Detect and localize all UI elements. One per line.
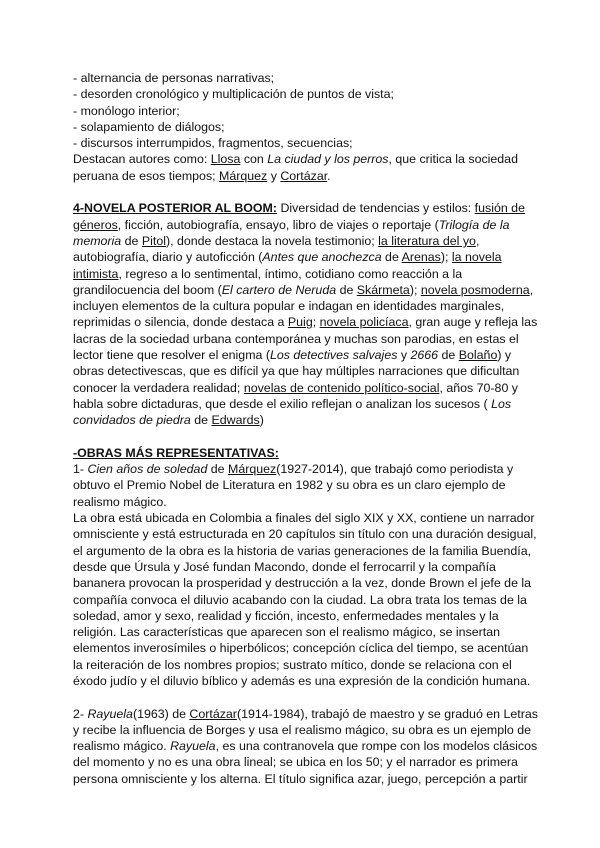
text: ; bbox=[312, 315, 320, 330]
text-line: lacras de la sociedad urbana contemporánea y muchas son parodias, en estas el bbox=[73, 331, 519, 346]
section-heading: 4-NOVELA POSTERIOR AL BOOM: bbox=[73, 201, 277, 216]
author-link-edwards[interactable]: Edwards bbox=[211, 413, 260, 428]
text-line: compañía convoca el diluvio acabando con la ciudad. La obra trata los temas de la bbox=[73, 592, 527, 607]
author-link-pitol[interactable]: Pitol bbox=[141, 233, 166, 248]
text-line: desde que Úrsula y José fundan Macondo, donde el ferrocarril y la compañía bbox=[73, 559, 496, 574]
work-title: Rayuela bbox=[170, 739, 216, 754]
work-title: El cartero de Neruda bbox=[221, 282, 337, 297]
text: grandilocuencia del boom ( bbox=[73, 282, 222, 297]
text: , es una contranovela que rompe con los modelos clásicos bbox=[215, 739, 538, 754]
text: de bbox=[121, 233, 142, 248]
text: ) y bbox=[497, 348, 512, 363]
work-title: Los bbox=[491, 396, 512, 411]
link[interactable]: novela posmoderna bbox=[420, 282, 530, 297]
text: ) bbox=[259, 413, 264, 428]
work-title: Los detectives salvajes bbox=[269, 348, 398, 363]
author-link-puig[interactable]: Puig bbox=[287, 315, 313, 330]
author-link-llosa[interactable]: Llosa bbox=[210, 152, 241, 167]
text: , que critica la sociedad bbox=[388, 152, 518, 167]
text-line: persona omnisciente y los alterna. El título significa azar, juego, percepción a partir bbox=[73, 771, 528, 786]
text-line bbox=[73, 396, 533, 412]
text: conocer la verdadera realidad; bbox=[73, 380, 244, 395]
section-posterior-boom bbox=[73, 200, 538, 428]
link[interactable]: géneros bbox=[73, 217, 118, 232]
text: (1914-1984), trabajó de maestro y se graduó en Letras bbox=[236, 706, 538, 721]
text-line bbox=[73, 233, 533, 249]
work-title: Cien años de soledad bbox=[87, 462, 208, 477]
document-page bbox=[73, 70, 538, 787]
author-link-arenas[interactable]: Arenas bbox=[401, 250, 441, 265]
text: habla sobre dictaduras, que desde el exilio reflejan o analizan los sucesos ( bbox=[73, 396, 492, 411]
text: lector tiene que resolver el enigma ( bbox=[73, 348, 270, 363]
author-link-marquez[interactable]: Márquez bbox=[219, 168, 268, 183]
text-line bbox=[73, 249, 533, 265]
author-link-cortazar[interactable]: Cortázar bbox=[189, 706, 237, 721]
text-line: incluyen elementos de la cultura popular e indagan en identidades marginales, bbox=[73, 299, 505, 314]
work-title: convidados de piedra bbox=[73, 413, 191, 428]
text-line bbox=[73, 412, 533, 428]
text-line: soledad, amor y sexo, realidad y ficción, incesto, enfermedades mentales y la bbox=[73, 608, 499, 623]
text-line: éxodo judío y el diluvio bíblico y además es una expresión de la condición humana. bbox=[73, 673, 531, 688]
section-heading: -OBRAS MÁS REPRESENTATIVAS: bbox=[73, 445, 279, 460]
text: con bbox=[240, 152, 268, 167]
text-line: la reiteración de los nombres propios; sustrato mítico, donde se relaciona con el bbox=[73, 657, 512, 672]
text: , bbox=[475, 233, 480, 248]
list-item: - alternancia de personas narrativas; bbox=[73, 71, 275, 85]
text-line bbox=[73, 347, 533, 363]
text: 2- bbox=[73, 706, 88, 721]
text-line: La obra está ubicada en Colombia a finales del siglo XIX y XX, contiene un narrador bbox=[73, 511, 535, 526]
author-link-bolano[interactable]: Bolaño bbox=[458, 348, 498, 363]
work-title: La ciudad y los perros bbox=[267, 152, 389, 167]
text: , gran auge y refleja las bbox=[408, 315, 538, 330]
work-title: Antes que anochezca bbox=[262, 250, 382, 265]
list-item: - desorden cronológico y multiplicación de puntos de vista; bbox=[73, 87, 394, 102]
text-line bbox=[73, 380, 533, 396]
text-line bbox=[73, 445, 533, 461]
text: (1963) de bbox=[132, 706, 190, 721]
text: reprimidas o silencia, donde destaca a bbox=[73, 315, 288, 330]
text: ); bbox=[440, 250, 452, 265]
work-title: memoria bbox=[73, 233, 122, 248]
techniques-list bbox=[73, 70, 533, 151]
text: 1- bbox=[73, 462, 88, 477]
text: , años 70-80 y bbox=[439, 380, 518, 395]
text: , ficción, autobiografía, ensayo, libro de viajes o reportaje ( bbox=[117, 217, 439, 232]
text-line: omnisciente y está estructurada en 20 capítulos sin título con una duración desigual, bbox=[73, 527, 537, 542]
text: de bbox=[381, 250, 402, 265]
text-line bbox=[73, 738, 538, 754]
text-line bbox=[73, 200, 533, 216]
text: de bbox=[438, 348, 459, 363]
text-line bbox=[73, 461, 533, 477]
text-line bbox=[73, 282, 533, 298]
text-line: religión. Las características que aparecen son el realismo mágico, se insertan bbox=[73, 625, 501, 640]
text-line: elementos inverosímiles o hiperbólicos; concepción cíclica del tiempo, se acentúan bbox=[73, 641, 529, 656]
text-line bbox=[73, 266, 533, 282]
text: de bbox=[207, 462, 229, 477]
author-link-skarmeta[interactable]: Skármeta bbox=[356, 282, 410, 297]
list-item: - solapamiento de diálogos; bbox=[73, 119, 225, 134]
text: autobiografía, diario y autoficción ( bbox=[73, 250, 263, 265]
text: de bbox=[336, 282, 357, 297]
author-link-marquez[interactable]: Márquez bbox=[228, 462, 277, 477]
author-link-cortazar[interactable]: Cortázar bbox=[280, 168, 328, 183]
link[interactable]: la novela bbox=[451, 250, 502, 265]
work-title: Rayuela bbox=[87, 706, 133, 721]
link[interactable]: fusión de bbox=[474, 201, 525, 216]
text-line: el argumento de la obra es la historia de varias generaciones de la familia Buendía, bbox=[73, 543, 532, 558]
text-line: del momento y no es una obra lineal; se ubica en los 50; y el narrador es primera bbox=[73, 755, 518, 770]
list-item: - discursos interrumpidos, fragmentos, secuencias; bbox=[73, 136, 353, 151]
list-item: - monólogo interior; bbox=[73, 103, 180, 118]
work-title: Trilogía de la bbox=[438, 217, 510, 232]
text: , regreso a lo sentimental, íntimo, cotidiano como reacción a la bbox=[118, 266, 463, 281]
section-obras bbox=[73, 445, 537, 689]
text-line bbox=[73, 151, 533, 167]
text: ); bbox=[409, 282, 421, 297]
text: Destacan autores como: bbox=[73, 152, 211, 167]
text: peruana de esos tiempos; bbox=[73, 168, 220, 183]
text: y bbox=[397, 348, 411, 363]
work-title: 2666 bbox=[410, 348, 439, 363]
text: y bbox=[267, 168, 281, 183]
text-line bbox=[73, 217, 533, 233]
text-line bbox=[73, 168, 533, 184]
text-line bbox=[73, 314, 538, 330]
text-line: obtuvo el Premio Nobel de Literatura en 1982 y su obra es un claro ejemplo de bbox=[73, 478, 506, 493]
text-line: y recibe la influencia de Borges y usa el realismo mágico, su obra es un ejemplo de bbox=[73, 722, 532, 737]
text-line bbox=[73, 706, 538, 722]
text-line: realismo mágico. bbox=[73, 494, 167, 509]
text: de bbox=[190, 413, 212, 428]
text: realismo mágico. bbox=[73, 739, 171, 754]
section-rayuela bbox=[73, 706, 538, 787]
link[interactable]: novelas de contenido político-social bbox=[243, 380, 440, 395]
text: (1927-2014), que trabajó como periodista y bbox=[276, 462, 514, 477]
text: . bbox=[327, 168, 331, 183]
text-line: bananera provocan la prosperidad y destrucción a la vez, donde Brown el jefe de la bbox=[73, 576, 532, 591]
text: ), donde destaca la novela testimonio; bbox=[165, 233, 379, 248]
authors-paragraph bbox=[73, 151, 533, 184]
link[interactable]: novela policíaca bbox=[319, 315, 409, 330]
text: , bbox=[529, 282, 534, 297]
text-line: obras detectivescas, que es difícil ya que hay múltiples narraciones que dificultan bbox=[73, 364, 520, 379]
text: Diversidad de tendencias y estilos: bbox=[277, 201, 475, 216]
link[interactable]: la literatura del yo bbox=[378, 233, 476, 248]
link[interactable]: intimista bbox=[73, 266, 119, 281]
